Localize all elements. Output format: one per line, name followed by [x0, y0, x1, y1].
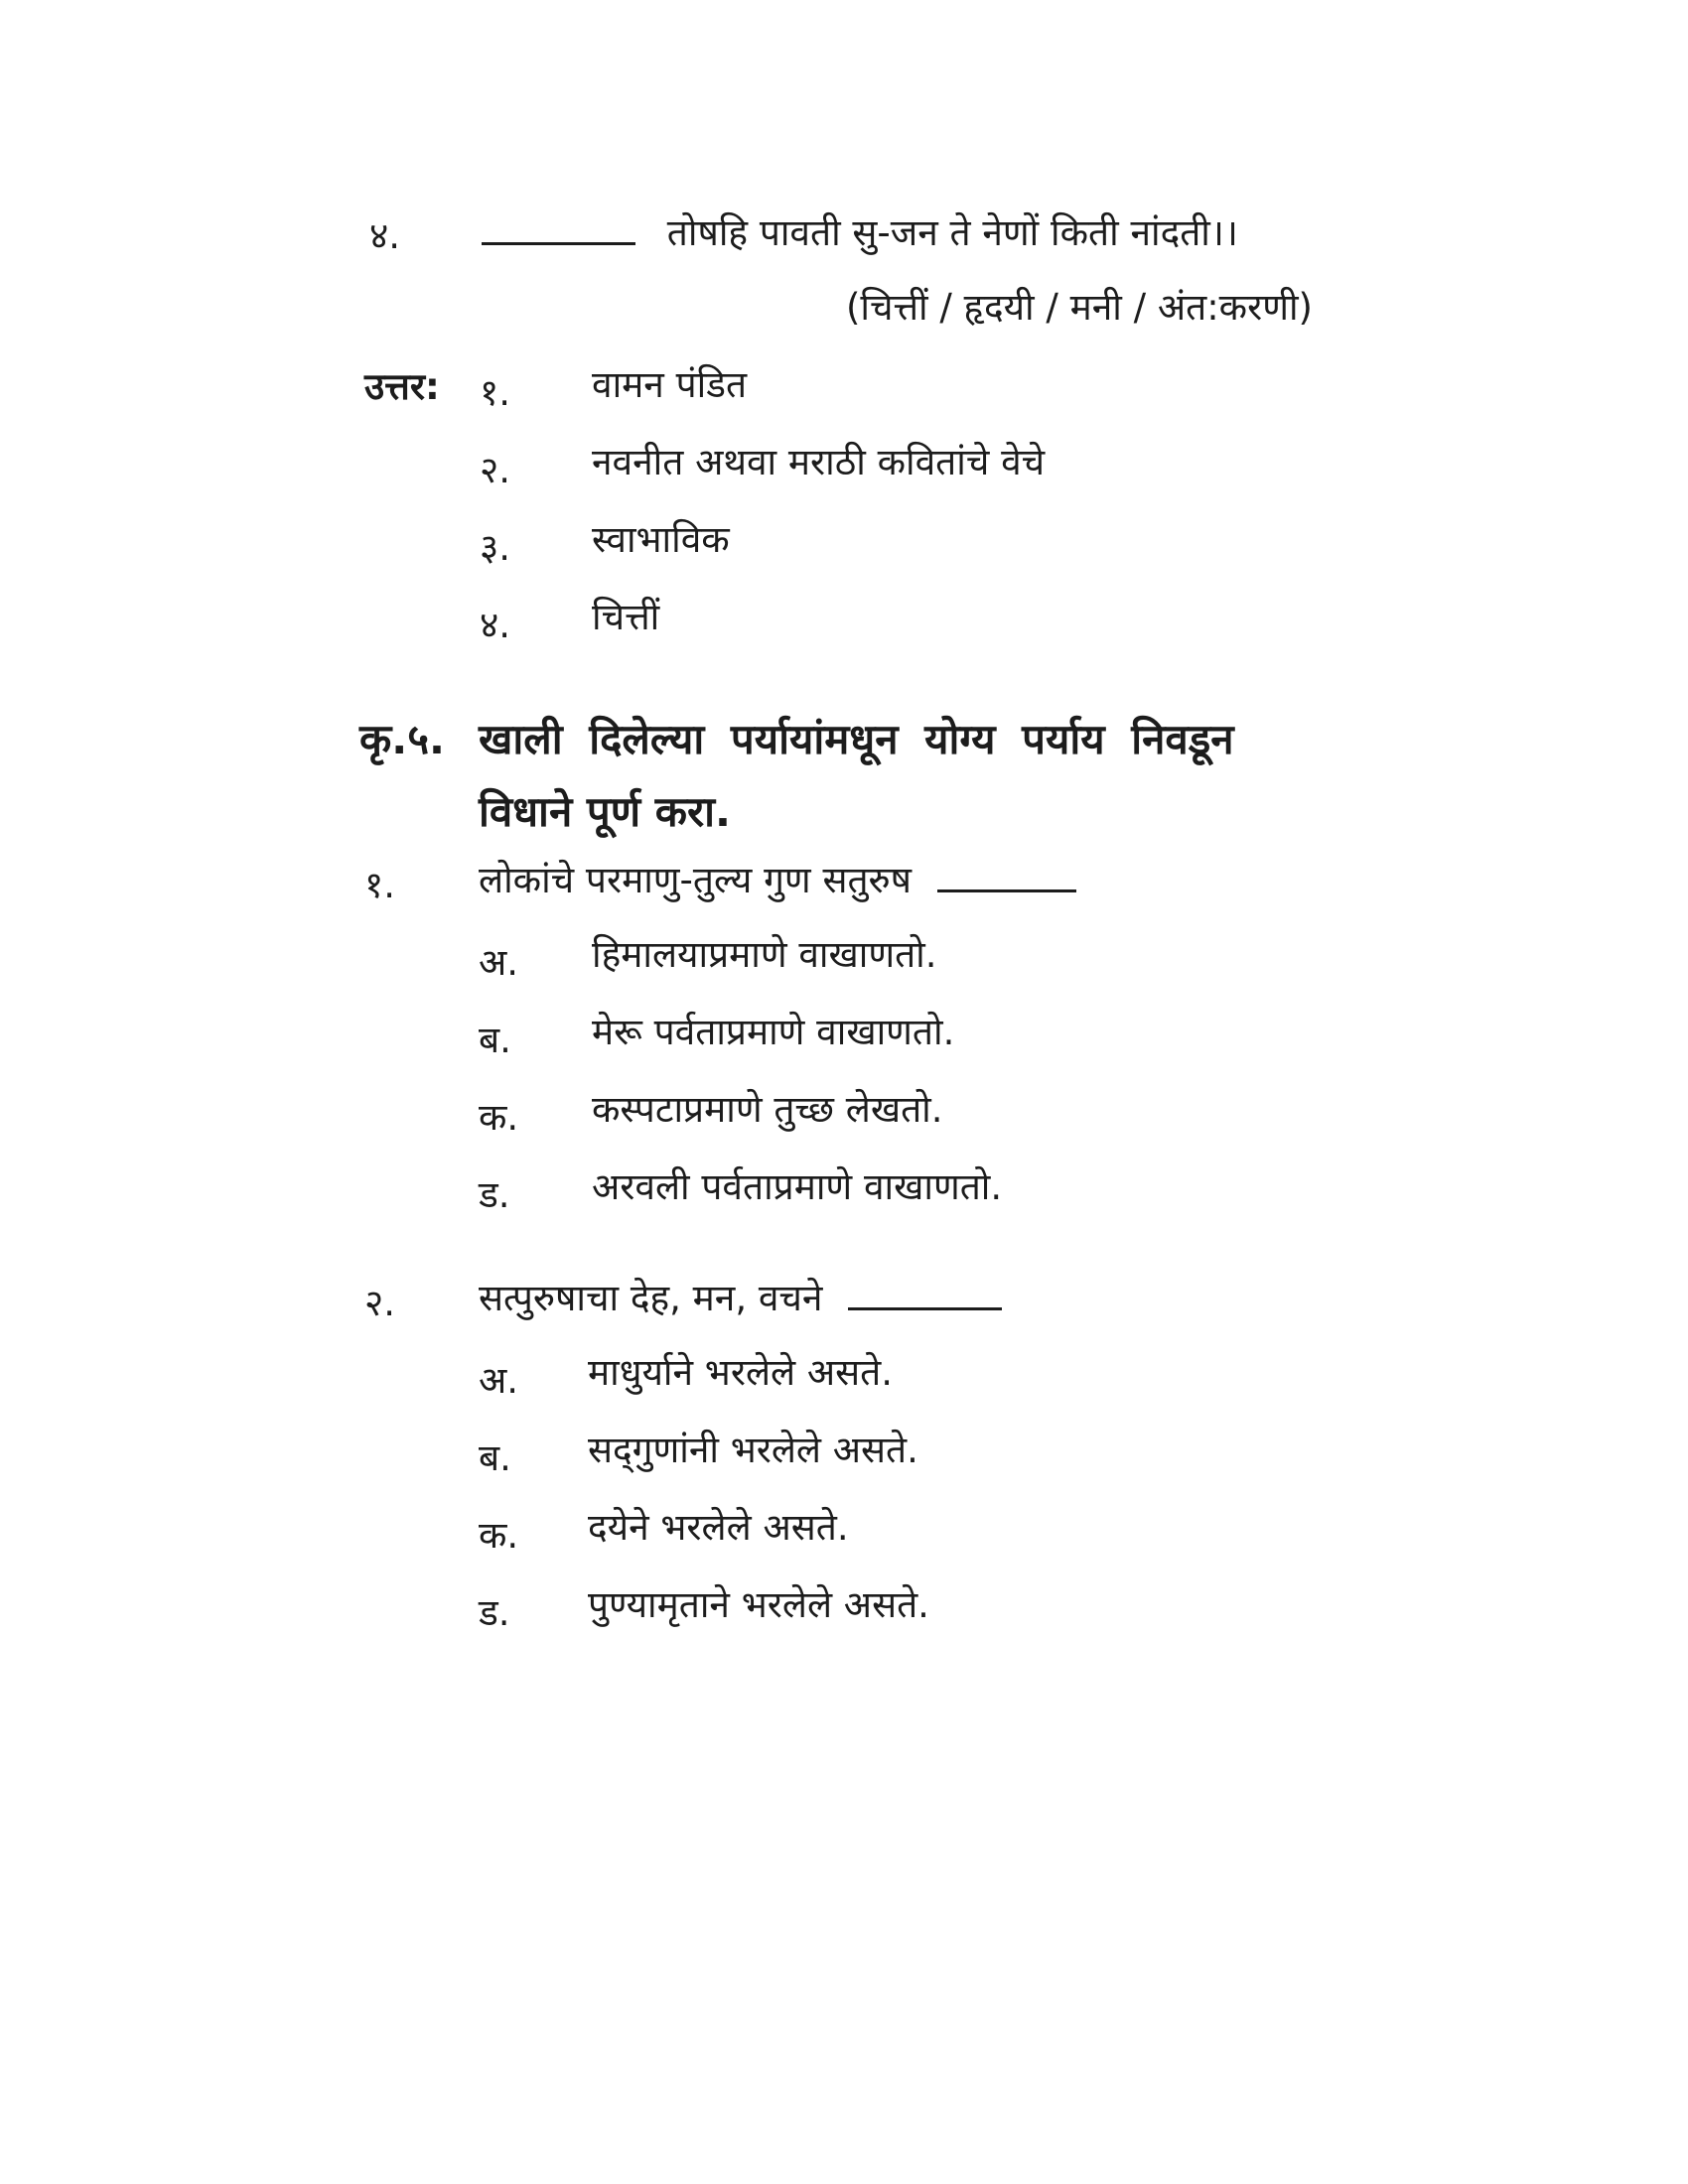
answer-text: स्वाभाविक — [592, 518, 730, 561]
option-letter: ब. — [479, 1019, 511, 1061]
q4-options: (चित्तीं / हृदयी / मनी / अंत:करणी) — [845, 286, 1313, 329]
q4-line — [482, 208, 1238, 255]
answer-number: ३. — [480, 526, 511, 569]
answers-label: उत्तर: — [364, 365, 440, 408]
question-line — [479, 856, 1076, 902]
question-line — [479, 1274, 1002, 1320]
option-letter: क. — [479, 1514, 519, 1557]
answer-blank — [937, 856, 1076, 892]
option-text: पुण्यामृताने भरलेले असते. — [588, 1583, 929, 1626]
answer-blank — [482, 208, 635, 245]
option-text: मेरू पर्वताप्रमाणे वाखाणतो. — [592, 1011, 955, 1053]
option-letter: अ. — [479, 941, 519, 984]
option-letter: ड. — [479, 1591, 510, 1634]
answer-blank — [848, 1274, 1002, 1310]
answer-text: चित्तीं — [592, 596, 660, 638]
q4-number: ४. — [369, 214, 401, 257]
question-number: २. — [364, 1282, 396, 1324]
option-letter: अ. — [479, 1359, 519, 1402]
section-heading-line2: विधाने पूर्ण करा. — [479, 787, 731, 836]
answer-number: २. — [480, 449, 511, 491]
option-text: हिमालयाप्रमाणे वाखाणतो. — [592, 933, 937, 976]
option-text: अरवली पर्वताप्रमाणे वाखाणतो. — [592, 1165, 1003, 1208]
option-letter: क. — [479, 1096, 519, 1139]
question-text: सत्पुरुषाचा देह, मन, वचने — [479, 1277, 823, 1319]
answer-number: ४. — [480, 604, 511, 646]
question-number: १. — [364, 864, 396, 906]
option-letter: ब. — [479, 1436, 511, 1479]
option-letter: ड. — [479, 1173, 510, 1216]
q4-text: तोषहि पावती सु-जन ते नेणों किती नांदती।। — [666, 211, 1238, 254]
option-text: सद्‌गुणांनी भरलेले असते. — [588, 1429, 918, 1471]
answer-text: नवनीत अथवा मराठी कवितांचे वेचे — [592, 441, 1046, 483]
section-label: कृ.५. — [359, 715, 446, 763]
answer-text: वामन पंडित — [592, 363, 748, 406]
option-text: माधुर्याने भरलेले असते. — [588, 1351, 894, 1394]
option-text: कस्पटाप्रमाणे तुच्छ लेखतो. — [592, 1088, 943, 1131]
answer-number: १. — [480, 371, 511, 414]
question-text: लोकांचे परमाणु-तुल्य गुण सतुरुष — [479, 859, 913, 901]
section-heading-line1: खाली दिलेल्या पर्यायांमधून योग्य पर्याय निवडून — [479, 715, 1234, 763]
option-text: दयेने भरलेले असते. — [588, 1506, 849, 1549]
